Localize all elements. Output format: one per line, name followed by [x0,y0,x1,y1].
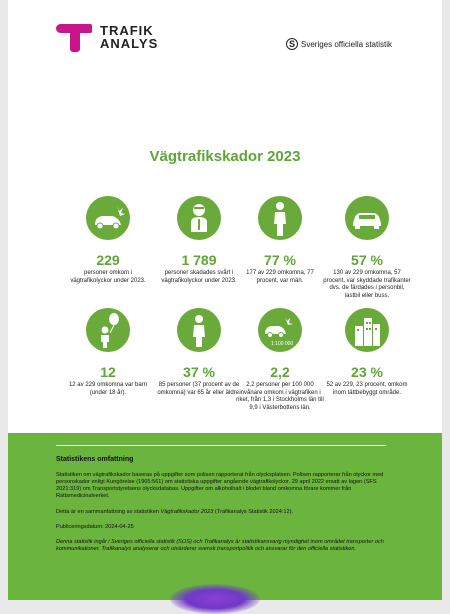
stat-number: 2,2 [270,364,290,380]
stat-description: 12 av 229 omkomna var barn (under 18 år). [68,382,148,396]
stat-urban [317,308,417,397]
sos-logo [286,38,392,50]
per-capita-crash-icon [258,308,302,352]
publication-date: Publiceringsdatum: 2024-04-25 [56,524,134,530]
stat-description: personer skadades svårt i vägtrafikolyckor under 2023. [161,270,237,284]
page-title: Vägtrafikskador 2023 [149,148,301,165]
report-title: Vägtrafikskador 2023 [160,509,214,515]
scope-paragraph: Statistiken om vägtrafikskador baseras på uppgifter som polisen rapporterat från olycksplatsen. Polisen rapporterar från olyckor med personskador enligt Kungörelse (1965:561) om statistiska uppgifter angående vägtrafikolyckor. 29 april 2022 ersatt av lagen (SFS 2021:319) om Transportstyrelsens olycksdatabas. Uppgifter om alkoholhalt i blodet bland omkomna förare kommer från Rättsmedicinalverket. [56,472,384,499]
stat-per-capita [230,308,330,412]
stat-description: 177 av 229 omkomna, 77 procent, var män. [246,270,314,284]
car-crash-icon [86,196,130,240]
stat-number: 37 % [183,364,215,380]
trafikanalys-logo-icon [56,22,96,52]
sos-paragraph: Denna statistik ingår i Sveriges officiella statistik (SOS) och Trafikanalys är statistikansvarig myndighet inom området transporter och kommunikationer. Trafikanalys analyserar och utvärderar svensk transportpolitik och ansvarar för den officiella statistiken. [56,539,384,552]
stat-description: personer omkom i vägtrafikolyckor under 2023. [70,270,146,284]
urban-area-icon [345,308,389,352]
purple-glow [170,584,260,614]
statistics-scope-section [8,433,442,600]
stat-description: 2,2 personer per 100 000 invånare omkom i vägtrafiken i riket, från 1,3 i Stockholms län till 9,9 i Västerbottens län. [236,382,324,411]
car-icon [345,196,389,240]
page [8,0,442,600]
sos-icon: S [286,38,298,50]
man-icon [258,196,302,240]
logo-line2: ANALYS [100,36,159,51]
stat-children [58,308,158,397]
section-heading: Statistikens omfattning [56,456,134,463]
stat-number: 23 % [351,364,383,380]
stat-number: 77 % [264,252,296,268]
logo-line1: TRAFIK [100,23,154,38]
child-balloon-icon [86,308,130,352]
stat-number: 57 % [351,252,383,268]
stat-description: 130 av 229 omkomna, 57 procent, var skyddade trafikanter dvs. de färdades i personbil, lastbil eller buss. [323,270,411,299]
stat-number: 229 [96,252,120,268]
summary-paragraph: Detta är en sammanfattning av statistiken Vägtrafikskador 2023 (Trafikanalys Statistik 2024:12). [56,509,294,515]
per-capita-badge: 1:100 000 [271,341,294,347]
stat-number: 12 [100,364,116,380]
trafikanalys-logo [56,22,158,52]
stat-men [230,196,330,285]
stat-protected [317,196,417,300]
elderly-person-icon [177,308,221,352]
injured-person-icon [177,196,221,240]
sos-label: Sveriges officiella statistik [301,39,392,49]
stat-number: 1 789 [181,252,217,268]
divider [56,445,386,446]
stat-description: 52 av 229, 23 procent, omkom inom tättbebyggt område. [326,382,408,396]
stat-fatalities [58,196,158,285]
stat-description: 85 personer (37 procent av de omkomna) var 65 år eller äldre. [157,382,241,396]
